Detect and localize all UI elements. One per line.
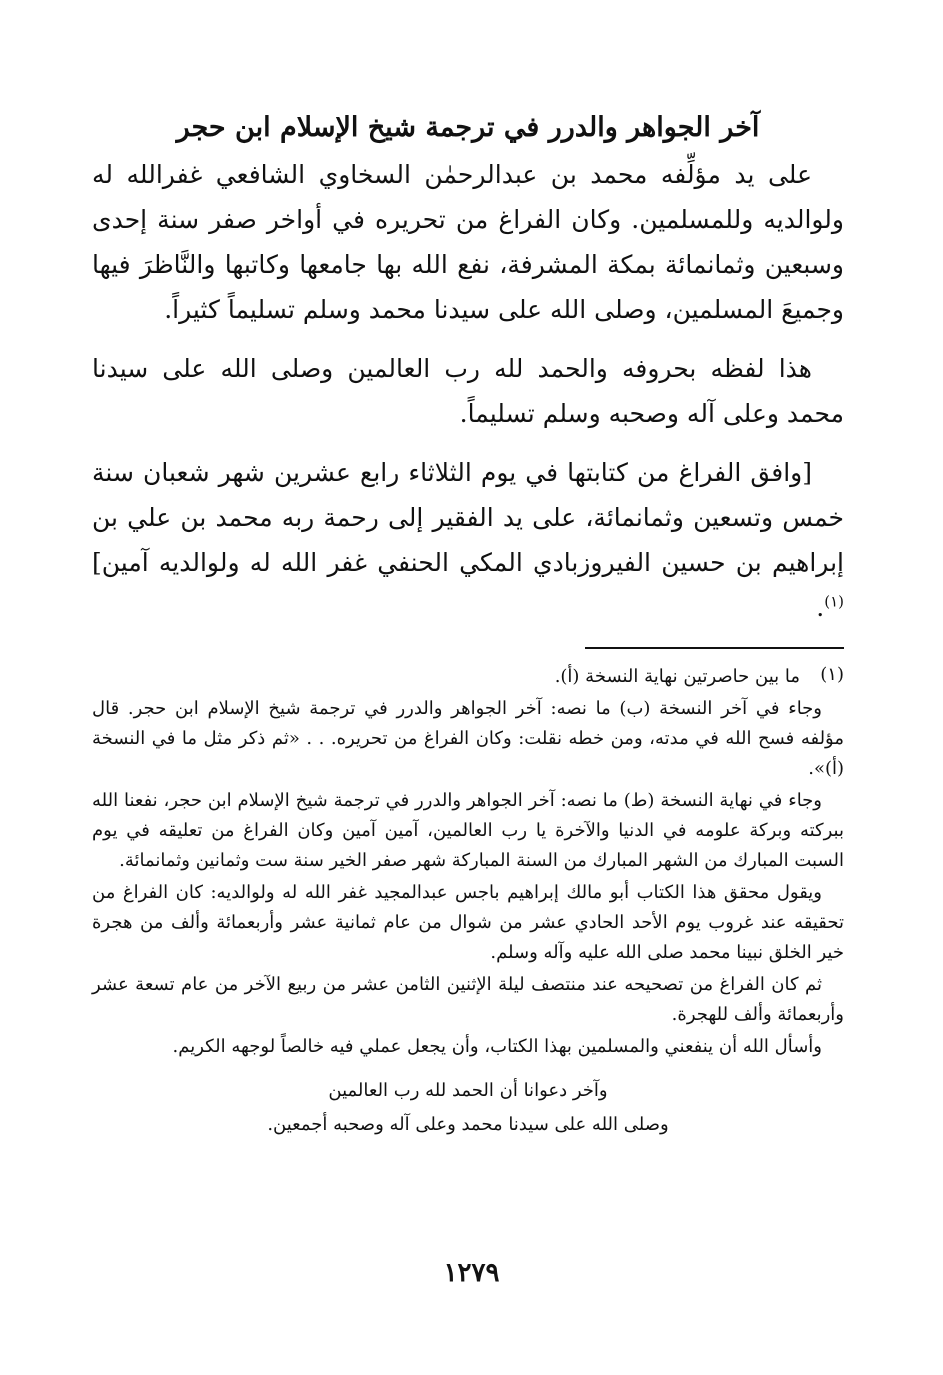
footnote-text: وجاء في نهاية النسخة (ط) ما نصه: آخر الجواهر والدرر في ترجمة شيخ الإسلام ابن حجر، نفعنا الله ببركته وبركة علومه في الدنيا والآخرة يا رب العالمين، آمين آمين وكان الفراغ من تعليقه في يوم السبت المبارك من الشهر المبارك من السنة المباركة شهر صفر الخير سنة ست وثمانين وثمانمائة. [92,790,844,871]
footnote-separator [585,647,844,649]
copyist-end-mark: . [816,593,825,622]
closing-prayer [92,1074,844,1142]
colophon-paragraph: على يد مؤلِّفه محمد بن عبدالرحمٰن السخاوي الشافعي غفرالله له ولوالديه وللمسلمين. وكان الفراغ من تحريره في أواخر صفر سنة إحدى وسبعين وثمانمائة بمكة المشرفة، نفع الله بها جامعها وكاتبها والنَّاظرَ فيها وجميعَ المسلمين، وصلى الله على سيدنا محمد وسلم تسليماً كثيراً. [92,160,844,324]
footnote-body [92,660,800,692]
footnote-1 [92,660,844,692]
footnote-text: ما بين حاصرتين نهاية النسخة (أ). [554,666,800,687]
closing-line: وصلى الله على سيدنا محمد وعلى آله وصحبه أجمعين. [267,1114,669,1135]
closing-line: وآخر دعوانا أن الحمد لله رب العالمين [328,1080,608,1101]
copyist-text: [وافق الفراغ من كتابتها في يوم الثلاثاء رابع عشرين شهر شعبان سنة خمس وتسعين وثمانمائة، على يد الفقير إلى رحمة ربه محمد بن علي بن إبراهيم بن حسين الفيروزبادي المكي الحنفي غفر الله له ولوالديه آمين] [92,458,844,577]
main-text [92,104,844,630]
footnote-text: ويقول محقق هذا الكتاب أبو مالك إبراهيم باجس عبدالمجيد غفر الله له ولوالديه: كان الفراغ من تحقيقه عند غروب يوم الأحد الحادي عشر من شوال من عام ثمانية عشر وأربعمائة وألف من هجرة خير الخلق نبينا محمد صلى الله عليه وآله وسلم. [92,882,844,963]
page-number: ١٢٧٩ [443,1258,500,1288]
footnotes [92,660,844,1142]
footnote-text: وأسأل الله أن ينفعني والمسلمين بهذا الكتاب، وأن يجعل عملي فيه خالصاً لوجهه الكريم. [172,1036,822,1057]
chapter-title: آخر الجواهر والدرر في ترجمة شيخ الإسلام ابن حجر [176,112,760,143]
footnote-text: وجاء في آخر النسخة (ب) ما نصه: آخر الجواهر والدرر في ترجمة شيخ الإسلام ابن حجر. قال مؤلفه فسح الله في مدته، ومن خطه نقلت: وكان الفراغ من تحريره. . . «ثم ذكر مثل ما في النسخة (أ)». [92,698,844,779]
copyist-paragraph [92,450,844,630]
closing-praise-paragraph: هذا لفظه بحروفه والحمد لله رب العالمين وصلى الله على سيدنا محمد وعلى آله وصحبه وسلم تسليماً. [92,354,844,428]
footnote-text: ثم كان الفراغ من تصحيحه عند منتصف ليلة الإثنين الثامن عشر من ربيع الآخر من عام تسعة عشر وأربعمائة وألف للهجرة. [92,974,844,1025]
footnote-number: (١) [820,664,844,685]
footnote-reference: (١) [824,592,844,611]
